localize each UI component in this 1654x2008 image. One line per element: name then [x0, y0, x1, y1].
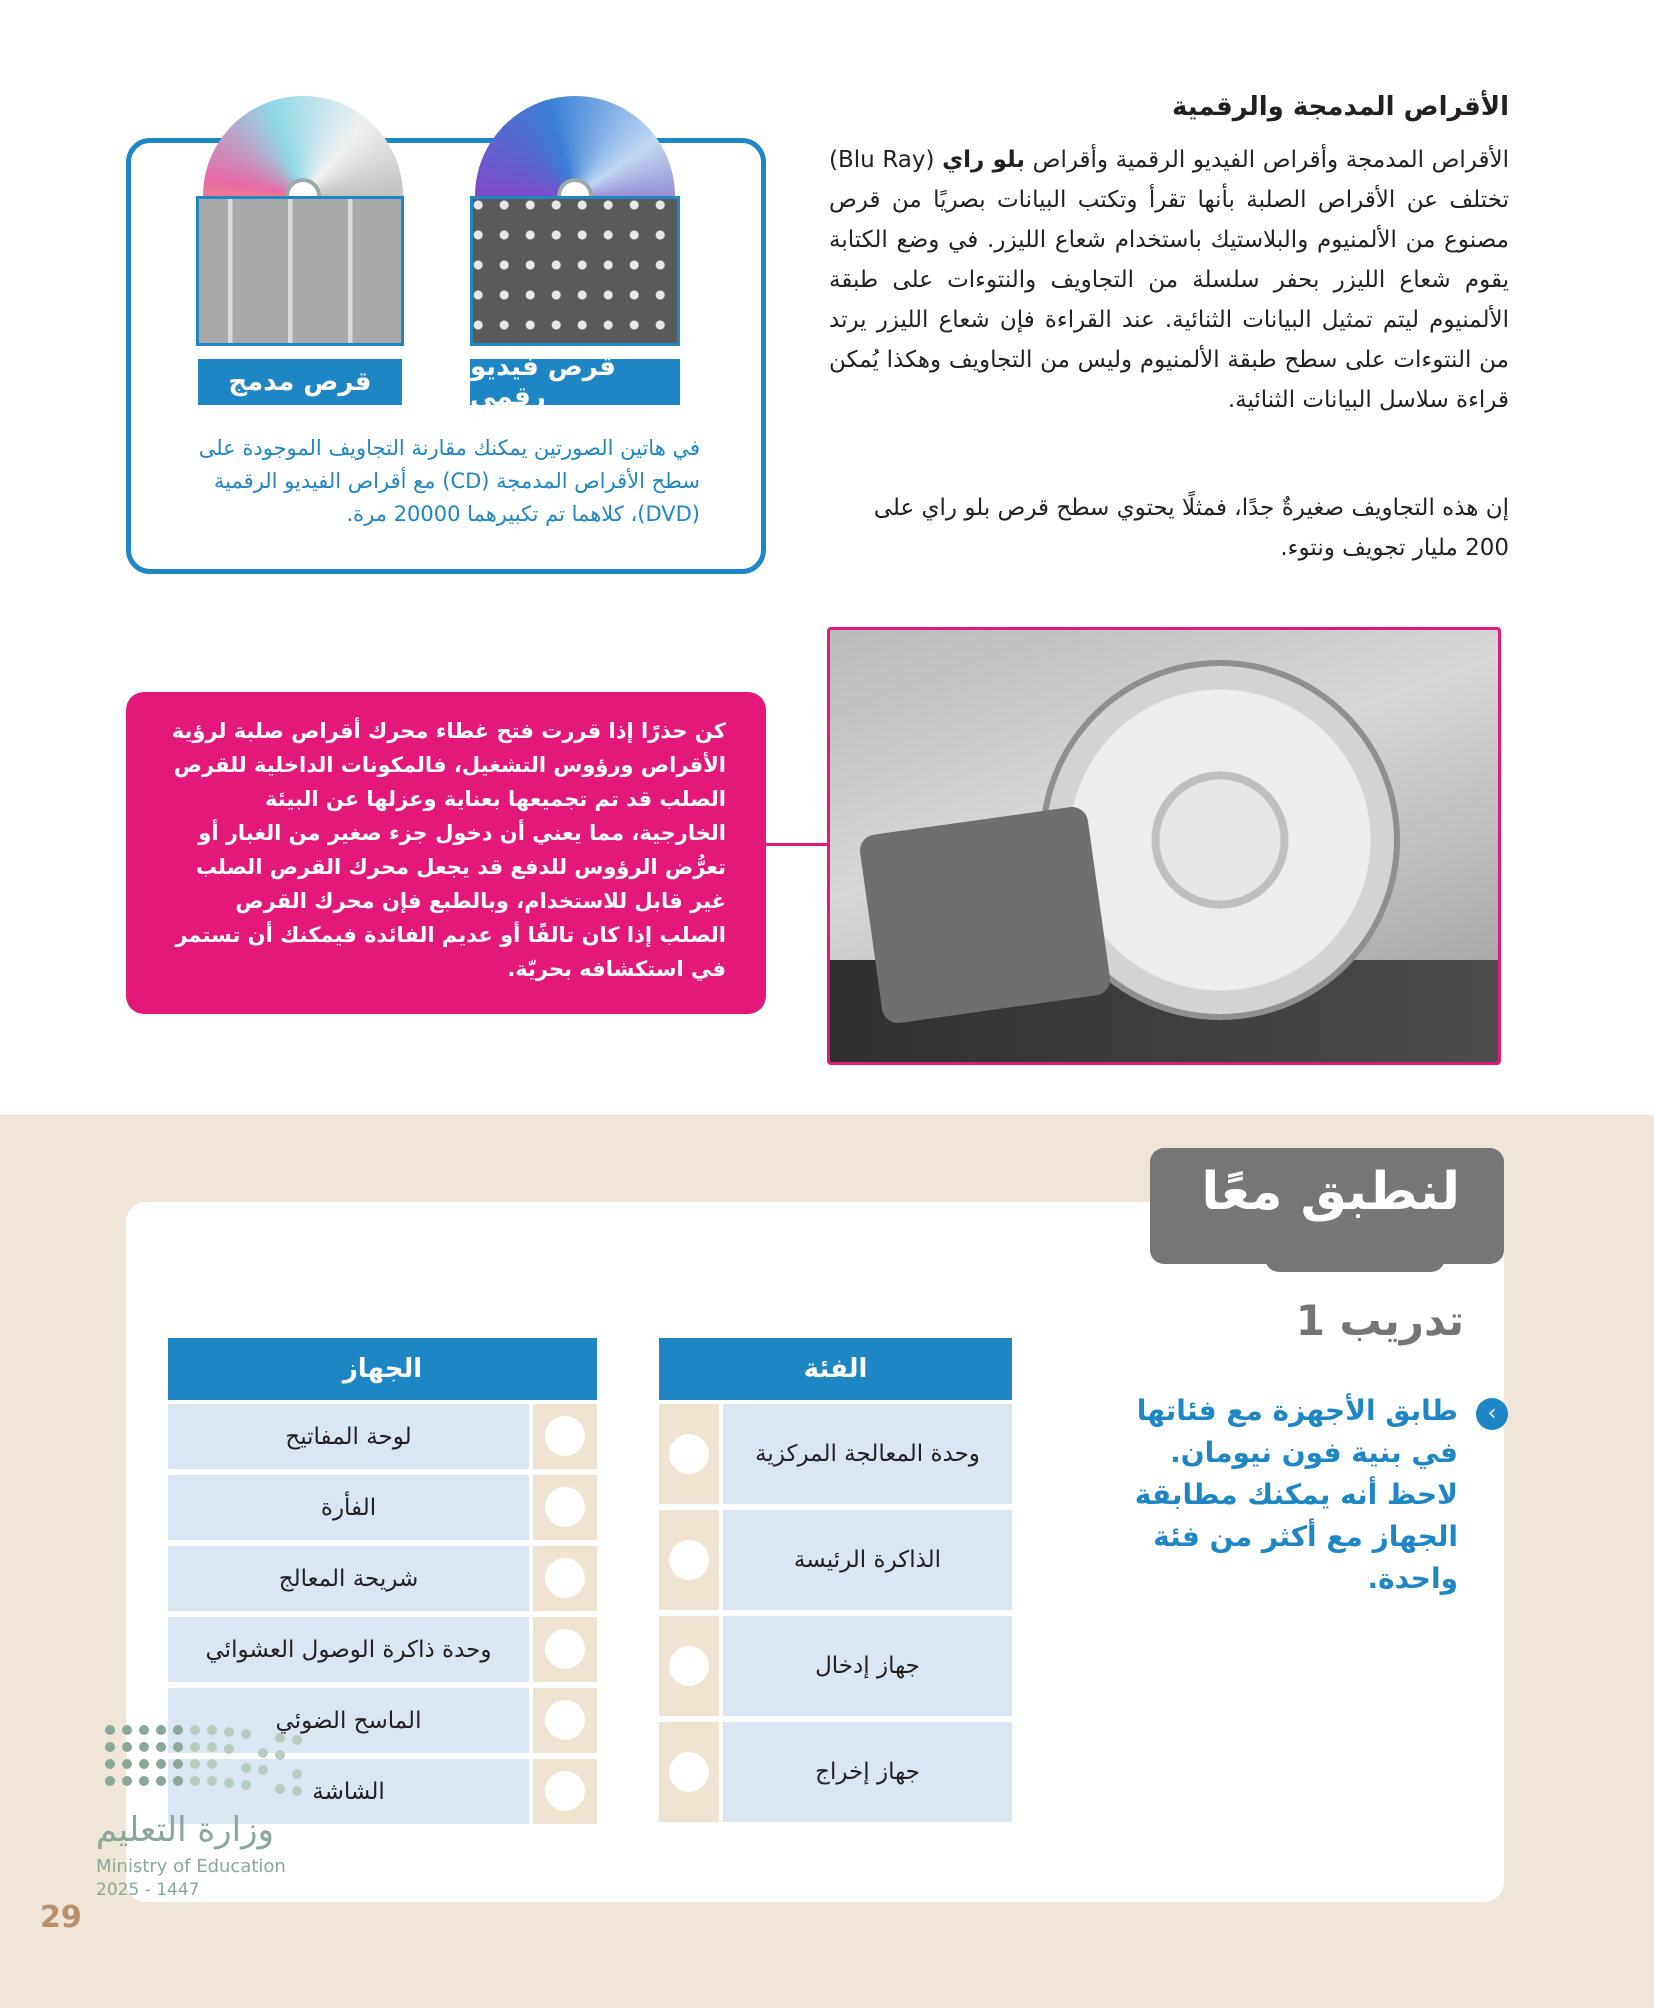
- category-column-header: الفئة: [659, 1338, 1012, 1400]
- ministry-logo-dots-icon: [100, 1720, 320, 1800]
- dvd-surface-micrograph: [470, 196, 680, 346]
- warning-callout: كن حذرًا إذا قررت فتح غطاء محرك أقراص صلبة لرؤية الأقراص ورؤوس التشغيل، فالمكونات الداخلية للقرص الصلب قد تم تجميعها بعناية وعزلها عن البيئة الخارجية، مما يعني أن دخول جزء صغير من الغبار أو تعرُّض الرؤوس للدفع قد يجعل محرك القرص الصلب غير قابل للاستخدام، وبالطبع فإن محرك القرص الصلب إذا كان تالفًا أو عديم الفائدة فيمكنك أن تستمر في استكشافه بحريّة.: [126, 692, 766, 1014]
- hdd-read-head-arm: [858, 805, 1112, 1025]
- device-row: الماسح الضوئي: [168, 1688, 529, 1753]
- cd-surface-micrograph: [196, 196, 404, 346]
- device-row: شريحة المعالج: [168, 1546, 529, 1611]
- device-column-header: الجهاز: [168, 1338, 597, 1400]
- cd-label: قرص مدمج: [196, 357, 404, 407]
- disc-figure-caption: في هاتين الصورتين يمكنك مقارنة التجاويف الموجودة على سطح الأقراص المدمجة (CD) مع أقراص الفيديو الرقمية (DVD)، كلاهما تم تكبيرهما 20000 مرة.: [198, 436, 700, 526]
- section-title: الأقراص المدمجة والرقمية: [1171, 92, 1509, 122]
- apply-together-title: لنطبق معًا: [1201, 1162, 1460, 1222]
- device-row: وحدة ذاكرة الوصول العشوائي: [168, 1617, 529, 1682]
- para1-bold-bluray: بلو راي: [942, 147, 1026, 173]
- device-match-dot[interactable]: [545, 1629, 585, 1669]
- category-match-dot[interactable]: [669, 1752, 709, 1792]
- category-match-dot[interactable]: [669, 1540, 709, 1580]
- category-row: جهاز إدخال: [723, 1616, 1012, 1716]
- category-row: وحدة المعالجة المركزية: [723, 1404, 1012, 1504]
- dvd-disc-image: [475, 96, 675, 196]
- category-match-dot[interactable]: [669, 1434, 709, 1474]
- paragraph-optical-discs: [829, 140, 1509, 420]
- exercise-instruction: طابق الأجهزة مع فئاتها في بنية فون نيومان. لاحظ أنه يمكنك مطابقة الجهاز مع أكثر من فئة واحدة.: [1134, 1394, 1458, 1595]
- chevron-left-icon: ‹: [1476, 1398, 1508, 1430]
- device-row: الشاشة: [168, 1759, 529, 1824]
- dvd-label: قرص فيديو رقمي: [468, 357, 682, 407]
- exercise-number: تدريب 1: [1295, 1296, 1464, 1345]
- ministry-year: 2025 - 1447: [96, 1880, 200, 1900]
- page-number: 29: [40, 1900, 82, 1935]
- device-row: لوحة المفاتيح: [168, 1404, 529, 1469]
- category-row: الذاكرة الرئيسة: [723, 1510, 1012, 1610]
- device-row: الفأرة: [168, 1475, 529, 1540]
- para1-text-start: الأقراص المدمجة وأقراص الفيديو الرقمية وأقراص: [1025, 147, 1510, 173]
- warning-connector-line: [766, 843, 828, 846]
- hard-drive-photo: [827, 627, 1501, 1065]
- device-match-dot[interactable]: [545, 1416, 585, 1456]
- para1-text-end: (Blu Ray) تختلف عن الأقراص الصلبة بأنها تقرأ وتكتب البيانات بصريًا من قرص مصنوع من الألمنيوم والبلاستيك باستخدام شعاع الليزر. في وضع الكتابة يقوم شعاع الليزر بحفر سلسلة من التجاويف والنتوءات على طبقة الألمنيوم ليتم تمثيل البيانات الثنائية. عند القراءة فإن شعاع الليزر يرتد من النتوءات على سطح طبقة الألمنيوم وليس من التجاويف وهكذا يُمكن قراءة سلاسل البيانات الثنائية.: [829, 147, 1509, 413]
- paragraph-pits-size: إن هذه التجاويف صغيرةٌ جدًا، فمثلًا يحتوي سطح قرص بلو راي على 200 مليار تجويف ونتوء.: [873, 495, 1509, 561]
- device-match-dot[interactable]: [545, 1700, 585, 1740]
- ministry-name-arabic: وزارة التعليم: [96, 1810, 274, 1850]
- category-row: جهاز إخراج: [723, 1722, 1012, 1822]
- category-match-dot[interactable]: [669, 1646, 709, 1686]
- device-match-dot[interactable]: [545, 1771, 585, 1811]
- cd-disc-image: [203, 96, 403, 196]
- device-match-dot[interactable]: [545, 1558, 585, 1598]
- ministry-name-english: Ministry of Education: [96, 1856, 286, 1877]
- device-match-dot[interactable]: [545, 1487, 585, 1527]
